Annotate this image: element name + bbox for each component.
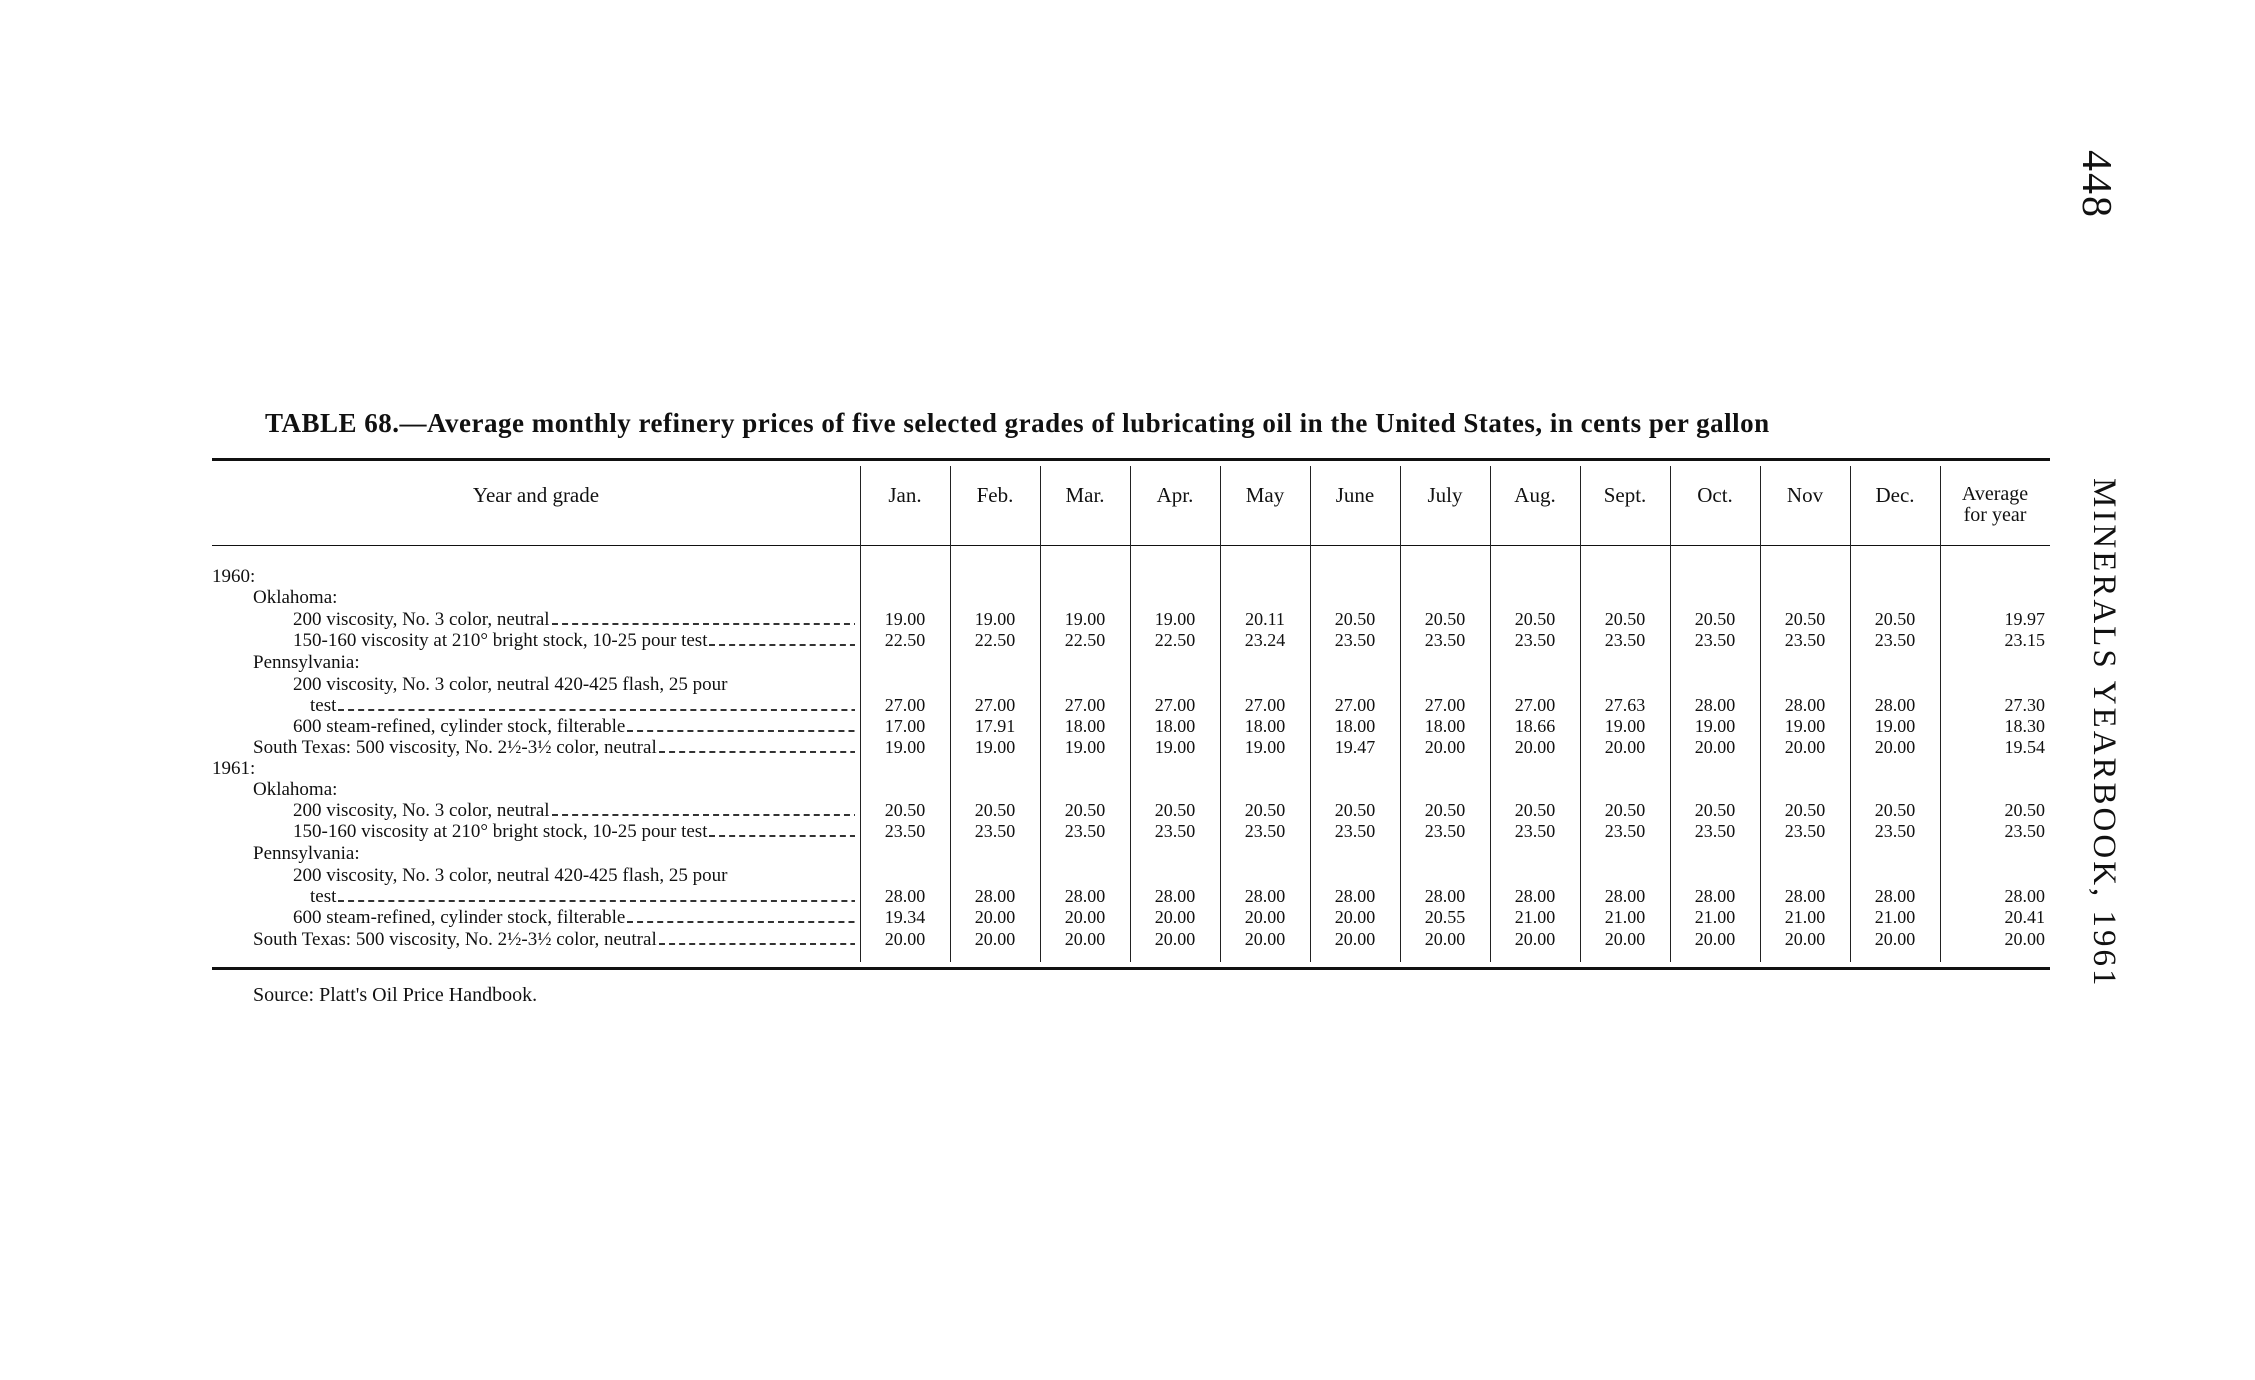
row-label-text: 200 viscosity, No. 3 color, neutral 420-425 flash, 25 pour: [293, 674, 728, 695]
table-cell: 20.00: [1334, 929, 1376, 949]
table-header-rule: [212, 545, 2050, 546]
table-cell: 20.00: [1424, 929, 1466, 949]
table-cell: 21.00: [1604, 907, 1646, 927]
dot-leader: [709, 835, 855, 837]
table-cell: 20.50: [1334, 609, 1376, 629]
row-group-label: [293, 865, 855, 886]
table-cell-average: 18.30: [2004, 716, 2045, 736]
table-cell: 20.50: [1604, 800, 1646, 820]
table-cell: 23.50: [1694, 630, 1736, 650]
table-cell: 20.50: [1694, 800, 1736, 820]
table-cell: 20.00: [1154, 907, 1196, 927]
row-label: [293, 907, 855, 928]
table-cell: 18.00: [1064, 716, 1106, 736]
table-cell: 23.50: [1334, 630, 1376, 650]
table-cell: 20.00: [1604, 737, 1646, 757]
table-cell-average: 28.00: [2004, 886, 2045, 906]
row-label-text: Oklahoma:: [253, 587, 338, 608]
table-cell: 28.00: [1694, 886, 1736, 906]
table-cell: 28.00: [1514, 886, 1556, 906]
column-divider: [1310, 466, 1311, 962]
table-cell: 27.00: [884, 695, 926, 715]
table-cell: 20.00: [1694, 737, 1736, 757]
row-label: [293, 609, 855, 630]
row-label: [293, 630, 855, 651]
header-month: Jan.: [888, 483, 922, 507]
column-divider: [1130, 466, 1131, 962]
table-cell: 20.50: [974, 800, 1016, 820]
row-label-text: 1960:: [212, 566, 256, 587]
table-cell: 19.00: [884, 737, 926, 757]
table-cell: 18.00: [1244, 716, 1286, 736]
table-cell: 20.50: [1424, 800, 1466, 820]
table-cell: 19.00: [974, 737, 1016, 757]
table-cell: 20.50: [1784, 800, 1826, 820]
table-cell: 20.50: [1514, 800, 1556, 820]
table-title: TABLE 68.—Average monthly refinery prices of five selected grades of lubricating oil in the United States, in cents per gallon: [265, 408, 1770, 438]
table-cell: 20.50: [1424, 609, 1466, 629]
table-bottom-rule: [212, 967, 2050, 970]
row-label-text: test: [310, 695, 337, 716]
header-average-line2: for year: [1963, 504, 2027, 526]
column-divider: [1220, 466, 1221, 962]
row-label: [253, 737, 855, 758]
header-month: Oct.: [1697, 483, 1733, 507]
table-cell: 21.00: [1874, 907, 1916, 927]
table-cell: 23.50: [1334, 821, 1376, 841]
table-cell: 20.00: [1514, 929, 1556, 949]
row-label: [310, 886, 855, 907]
row-label: [293, 800, 855, 821]
table-cell: 20.00: [1064, 929, 1106, 949]
dot-leader: [709, 644, 855, 646]
column-divider: [1400, 466, 1401, 962]
table-cell: 23.50: [1424, 630, 1466, 650]
row-group-label: [253, 779, 855, 800]
table-cell: 23.24: [1244, 630, 1286, 650]
column-divider: [950, 466, 951, 962]
row-group-label: [293, 674, 855, 695]
table-cell: 23.50: [1874, 630, 1916, 650]
column-divider: [1670, 466, 1671, 962]
table-cell-average: 23.50: [2004, 821, 2045, 841]
row-group-label: [253, 587, 855, 608]
table-cell: 22.50: [974, 630, 1016, 650]
table-cell: 20.50: [884, 800, 926, 820]
table-cell: 28.00: [1334, 886, 1376, 906]
table-cell: 19.00: [1064, 609, 1106, 629]
table-cell: 18.66: [1514, 716, 1556, 736]
table-cell: 20.50: [1784, 609, 1826, 629]
table-cell: 23.50: [974, 821, 1016, 841]
source-note: Source: Platt's Oil Price Handbook.: [253, 984, 538, 1006]
table-cell: 23.50: [1784, 630, 1826, 650]
dot-leader: [552, 623, 855, 625]
table-cell: 20.00: [1514, 737, 1556, 757]
row-label-text: 1961:: [212, 758, 256, 779]
table-cell: 20.50: [1874, 800, 1916, 820]
header-average-line1: Average: [1961, 483, 2029, 505]
table-cell: 20.00: [1334, 907, 1376, 927]
row-label-text: 200 viscosity, No. 3 color, neutral: [293, 800, 550, 821]
table-cell: 23.50: [1514, 821, 1556, 841]
table-cell: 19.00: [1694, 716, 1736, 736]
table-cell: 20.50: [1154, 800, 1196, 820]
table-cell: 20.50: [1694, 609, 1736, 629]
table-cell: 21.00: [1784, 907, 1826, 927]
column-divider: [1760, 466, 1761, 962]
table-cell: 19.00: [1154, 609, 1196, 629]
header-month: Mar.: [1065, 483, 1105, 507]
header-month: Apr.: [1156, 483, 1194, 507]
running-head: MINERALS YEARBOOK, 1961: [2086, 478, 2122, 989]
table-cell: 20.00: [974, 907, 1016, 927]
dot-leader: [338, 709, 855, 711]
header-year-and-grade: Year and grade: [472, 483, 600, 507]
column-divider: [860, 466, 861, 962]
table-cell: 20.00: [1604, 929, 1646, 949]
table-cell: 23.50: [1784, 821, 1826, 841]
column-divider: [1940, 466, 1941, 962]
table-cell: 27.00: [1064, 695, 1106, 715]
column-divider: [1040, 466, 1041, 962]
table-cell: 23.50: [1604, 630, 1646, 650]
header-month: July: [1427, 483, 1463, 507]
table-cell: 20.00: [1694, 929, 1736, 949]
table-cell: 20.00: [1784, 929, 1826, 949]
table-cell: 27.63: [1604, 695, 1646, 715]
table-cell: 20.00: [1784, 737, 1826, 757]
dot-leader: [552, 814, 855, 816]
table-cell: 21.00: [1514, 907, 1556, 927]
table-cell: 20.50: [1334, 800, 1376, 820]
table-cell: 20.00: [1064, 907, 1106, 927]
row-label-text: South Texas: 500 viscosity, No. 2½-3½ color, neutral: [253, 929, 657, 950]
column-divider: [1490, 466, 1491, 962]
dot-leader: [627, 730, 855, 732]
table-cell: 28.00: [1424, 886, 1466, 906]
dot-leader: [659, 751, 855, 753]
table-cell: 20.50: [1514, 609, 1556, 629]
row-label: [253, 929, 855, 950]
table-cell: 18.00: [1154, 716, 1196, 736]
table-cell-average: 23.15: [2004, 630, 2045, 650]
table-cell: 19.00: [1874, 716, 1916, 736]
table-cell: 18.00: [1424, 716, 1466, 736]
header-month: Dec.: [1875, 483, 1915, 507]
dot-leader: [338, 900, 855, 902]
table-cell: 20.00: [1244, 929, 1286, 949]
table-cell: 28.00: [884, 886, 926, 906]
table-cell: 18.00: [1334, 716, 1376, 736]
table-cell: 28.00: [974, 886, 1016, 906]
header-month: May: [1245, 483, 1285, 507]
header-month: Aug.: [1514, 483, 1556, 507]
table-cell: 22.50: [1154, 630, 1196, 650]
table-cell: 20.00: [884, 929, 926, 949]
column-divider: [1580, 466, 1581, 962]
table-cell: 20.50: [1604, 609, 1646, 629]
table-cell: 23.50: [1154, 821, 1196, 841]
row-group-label: [212, 758, 855, 779]
table-cell-average: 19.97: [2004, 609, 2045, 629]
header-month: Feb.: [976, 483, 1014, 507]
table-cell: 19.00: [1154, 737, 1196, 757]
row-label-text: 150-160 viscosity at 210° bright stock, 10-25 pour test: [293, 630, 708, 651]
table-cell: 20.00: [1244, 907, 1286, 927]
table-cell: 23.50: [1064, 821, 1106, 841]
row-label-text: 600 steam-refined, cylinder stock, filterable: [293, 716, 626, 737]
column-divider: [1850, 466, 1851, 962]
row-label: [293, 716, 855, 737]
table-cell: 20.55: [1424, 907, 1466, 927]
table-cell: 19.00: [1064, 737, 1106, 757]
header-month: Sept.: [1603, 483, 1647, 507]
table-cell: 20.00: [974, 929, 1016, 949]
table-cell: 19.00: [974, 609, 1016, 629]
table-cell: 28.00: [1874, 886, 1916, 906]
row-group-label: [253, 652, 855, 673]
table-cell: 28.00: [1784, 886, 1826, 906]
table-cell: 28.00: [1154, 886, 1196, 906]
table-cell: 28.00: [1874, 695, 1916, 715]
row-label-text: 150-160 viscosity at 210° bright stock, 10-25 pour test: [293, 821, 708, 842]
header-month: Nov: [1786, 483, 1824, 507]
header-month: June: [1335, 483, 1375, 507]
row-label-text: 600 steam-refined, cylinder stock, filterable: [293, 907, 626, 928]
table-cell: 20.50: [1874, 609, 1916, 629]
table-cell: 28.00: [1694, 695, 1736, 715]
table-cell: 20.50: [1244, 800, 1286, 820]
table-cell: 28.00: [1064, 886, 1106, 906]
table-cell: 23.50: [1694, 821, 1736, 841]
row-label-text: Pennsylvania:: [253, 843, 360, 864]
table-cell-average: 20.50: [2004, 800, 2045, 820]
table-cell-average: 27.30: [2004, 695, 2045, 715]
table-cell: 23.50: [1424, 821, 1466, 841]
table-cell: 23.50: [1244, 821, 1286, 841]
table-cell: 27.00: [1244, 695, 1286, 715]
row-group-label: [253, 843, 855, 864]
table-cell: 23.50: [1874, 821, 1916, 841]
table-cell-average: 19.54: [2004, 737, 2045, 757]
row-label-text: South Texas: 500 viscosity, No. 2½-3½ color, neutral: [253, 737, 657, 758]
table-cell: 19.47: [1334, 737, 1376, 757]
row-label: [293, 821, 855, 842]
table-cell: 20.00: [1874, 737, 1916, 757]
table-cell: 19.00: [1604, 716, 1646, 736]
table-cell: 19.00: [884, 609, 926, 629]
table-cell: 28.00: [1244, 886, 1286, 906]
header-average-for-year: [1940, 484, 2050, 526]
table-cell: 23.50: [1604, 821, 1646, 841]
table-cell: 20.00: [1154, 929, 1196, 949]
table-cell: 19.00: [1244, 737, 1286, 757]
table-cell-average: 20.00: [2004, 929, 2045, 949]
table-cell: 27.00: [1514, 695, 1556, 715]
table-cell: 20.11: [1245, 609, 1285, 629]
table-cell: 17.91: [974, 716, 1016, 736]
row-label: [310, 695, 855, 716]
table-cell: 20.00: [1874, 929, 1916, 949]
dot-leader: [627, 921, 855, 923]
table-cell: 23.50: [884, 821, 926, 841]
table-cell: 17.00: [884, 716, 926, 736]
row-label-text: 200 viscosity, No. 3 color, neutral 420-425 flash, 25 pour: [293, 865, 728, 886]
table-cell: 19.00: [1784, 716, 1826, 736]
table-cell: 22.50: [884, 630, 926, 650]
row-label-text: Oklahoma:: [253, 779, 338, 800]
table-cell: 27.00: [1154, 695, 1196, 715]
row-label-text: Pennsylvania:: [253, 652, 360, 673]
table-cell: 20.00: [1424, 737, 1466, 757]
dot-leader: [659, 943, 855, 945]
table-cell: 27.00: [1424, 695, 1466, 715]
page-number: 448: [2073, 150, 2119, 219]
table-cell: 20.50: [1064, 800, 1106, 820]
table-cell: 21.00: [1694, 907, 1736, 927]
row-label-text: 200 viscosity, No. 3 color, neutral: [293, 609, 550, 630]
table-cell: 23.50: [1514, 630, 1556, 650]
table-cell: 27.00: [974, 695, 1016, 715]
table-cell: 27.00: [1334, 695, 1376, 715]
table-cell: 19.34: [884, 907, 926, 927]
table-top-rule: [212, 458, 2050, 461]
table-cell-average: 20.41: [2004, 907, 2045, 927]
table-cell: 28.00: [1604, 886, 1646, 906]
table-cell: 22.50: [1064, 630, 1106, 650]
table-cell: 28.00: [1784, 695, 1826, 715]
row-label-text: test: [310, 886, 337, 907]
row-group-label: [212, 566, 855, 587]
